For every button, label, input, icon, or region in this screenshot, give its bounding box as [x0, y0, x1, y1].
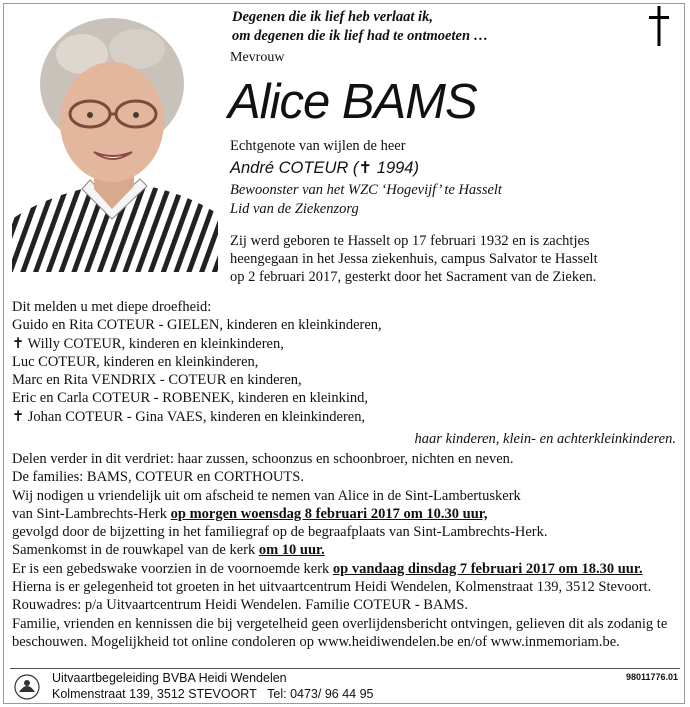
residence-line: Lid van de Ziekenzorg — [230, 201, 359, 217]
family-member: Guido en Rita COTEUR - GIELEN, kinderen en kleinkinderen, — [12, 317, 382, 334]
portrait-illustration — [12, 14, 218, 272]
invite-place: van Sint-Lambrechts-Herk — [12, 505, 171, 522]
spouse-label: Echtgenote van wijlen de heer — [230, 138, 406, 154]
cross-icon — [648, 6, 670, 46]
invite-line — [12, 505, 667, 523]
footer-divider — [10, 668, 680, 669]
greeting-line: Hierna is er gelegenheid tot groeten in het uitvaartcentrum Heidi Wendelen, Kolmenstraat 139, 3512 Stevoort. — [12, 579, 652, 596]
footer-phone: Tel: 0473/ 96 44 95 — [267, 687, 374, 701]
quote-line: Degenen die ik lief heb verlaat ik, — [232, 9, 433, 25]
spouse-name: André COTEUR (✝ 1994) — [230, 159, 419, 177]
address-line: Rouwadres: p/a Uitvaartcentrum Heidi Wendelen. Familie COTEUR - BAMS. — [12, 597, 469, 614]
family-list — [12, 298, 382, 426]
ceremony-details — [12, 450, 667, 651]
footer-company: Uitvaartbegeleiding BVBA Heidi Wendelen — [52, 671, 287, 685]
sorrow-line: Delen verder in dit verdriet: haar zussen, schoonzus en schoonbroer, nichten en neven. — [12, 451, 514, 467]
family-member: Marc en Rita VENDRIX - COTEUR en kinderen, — [12, 372, 302, 389]
portrait-photo — [12, 14, 218, 272]
birth-line: op 2 februari 2017, gesterkt door het Sacrament van de Zieken. — [230, 269, 597, 285]
footer-address: Kolmenstraat 139, 3512 STEVOORT — [52, 687, 257, 701]
gathering-time: om 10 uur. — [258, 542, 325, 559]
burial-line: gevolgd door de bijzetting in het familiegraf op de begraafplaats van Sint-Lambrechts-Herk. — [12, 524, 548, 541]
birth-line: heengegaan in het Jessa ziekenhuis, campus Salvator te Hasselt — [230, 251, 598, 267]
family-member: Eric en Carla COTEUR - ROBENEK, kinderen en kleinkind, — [12, 390, 368, 407]
funeral-date: op morgen woensdag 8 februari 2017 om 10.30 uur, — [170, 505, 488, 522]
reference-number: 98011776.01 — [625, 672, 678, 682]
funeral-home-logo-icon — [14, 674, 40, 700]
closing-line: beschouwen. Mogelijkheid tot online condoleren op www.heidiwendelen.be en/of www.inmemoriam.be. — [12, 633, 620, 650]
birth-line: Zij werd geboren te Hasselt op 17 februari 1932 en is zachtjes — [230, 233, 590, 249]
vigil-date: op vandaag dinsdag 7 februari 2017 om 18.30 uur. — [332, 560, 643, 577]
footer-info — [52, 670, 374, 702]
footer-contact — [52, 686, 374, 702]
deceased-name: Alice BAMS — [228, 75, 477, 129]
residence-info — [230, 181, 502, 219]
family-member: Luc COTEUR, kinderen en kleinkinderen, — [12, 353, 259, 370]
birth-death-info — [230, 232, 680, 286]
family-member: ✝ Johan COTEUR - Gina VAES, kinderen en kleinkinderen, — [12, 408, 366, 425]
gathering-line — [12, 541, 667, 559]
families-line: De families: BAMS, COTEUR en CORTHOUTS. — [12, 469, 304, 486]
residence-line: Bewoonster van het WZC ‘Hogevijf’ te Hasselt — [230, 182, 502, 198]
quote-line: om degenen die ik lief had te ontmoeten … — [232, 28, 489, 44]
title-prefix: Mevrouw — [230, 50, 285, 65]
family-member: ✝ Willy COTEUR, kinderen en kleinkinderen, — [12, 335, 284, 352]
vigil-line — [12, 560, 667, 578]
closing-line: Familie, vrienden en kennissen die bij vergetelheid geen overlijdensbericht ontvingen, gelieven dit als zodanig te — [12, 615, 668, 632]
family-signoff: haar kinderen, klein- en achterkleinkinderen. — [414, 431, 676, 447]
family-intro: Dit melden u met diepe droefheid: — [12, 299, 212, 315]
gathering-text: Samenkomst in de rouwkapel van de kerk — [12, 542, 259, 559]
invite-line: Wij nodigen u vriendelijk uit om afscheid te nemen van Alice in de Sint-Lambertuskerk — [12, 487, 521, 504]
vigil-text: Er is een gebedswake voorzien in de voornoemde kerk — [12, 560, 333, 577]
opening-quote — [232, 8, 488, 46]
